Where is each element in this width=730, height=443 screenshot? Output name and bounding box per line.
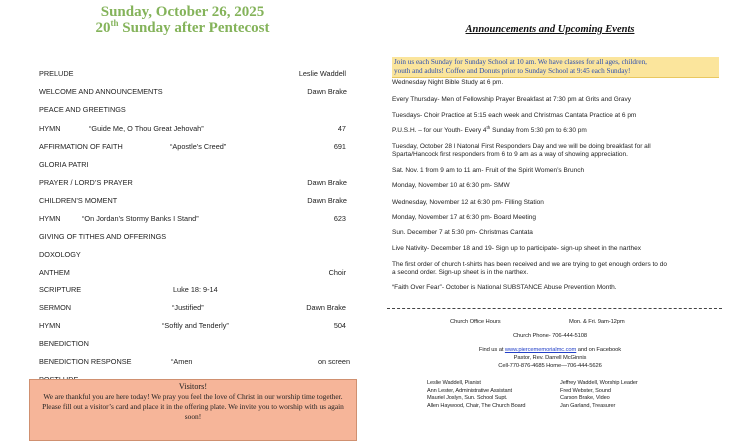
order-item-name: GIVING OF TITHES AND OFFERINGS — [39, 232, 167, 241]
order-item-number: 504 — [333, 321, 346, 330]
church-phone: Church Phone- 706-444-5108 — [512, 333, 588, 339]
order-item-title: “Amen — [171, 357, 193, 366]
order-item-title: “Apostle’s Creed” — [170, 142, 227, 151]
sunday-school-highlight — [392, 57, 719, 78]
announcement-item: Wednesday Night Bible Study at 6 pm. — [392, 79, 504, 86]
staff-member: Leslie Waddell, Pianist — [427, 380, 481, 386]
order-item-leader: Choir — [328, 268, 346, 277]
order-item — [39, 249, 359, 261]
find-us-line — [370, 346, 730, 354]
announcement-line: a second order. Sign-up sheet is in the narthex. — [392, 269, 529, 277]
announcement-item: Monday, November 17 at 6:30 pm- Board Meeting — [392, 214, 537, 221]
staff-list-left — [427, 380, 525, 410]
announcement-item: “Faith Over Fear”- October is National SUBSTANCE Abuse Prevention Month. — [392, 284, 617, 291]
order-item — [39, 267, 359, 279]
visitors-title: Visitors! — [178, 382, 208, 391]
staff-member: Allen Haywood, Chair, The Church Board — [427, 402, 526, 409]
staff-member: Jeffrey Waddell, Worship Leader — [560, 380, 638, 386]
visitors-text-line: Please fill out a visitor’s card and place it in the offering plate. We invite you to worship with us again — [42, 402, 344, 411]
order-item-name: HYMN — [39, 214, 61, 223]
order-item — [39, 68, 359, 80]
pastor-line: Pastor, Rev. Darrell McGinnis — [513, 355, 587, 361]
announcement-text: P.U.S.H. – for our Youth- Every 4 — [392, 127, 487, 134]
announcement-line: The first order of church t-shirts has been received and we are trying to get enough orders to do — [392, 261, 667, 268]
liturgical-sunday-title: Sunday after Pentecost — [118, 20, 270, 36]
order-item — [39, 284, 359, 296]
visitors-text-line: We are thankful you are here today! We pray you feel the love of Christ in our worship time together. — [43, 392, 343, 401]
find-us-suffix: and on Facebook — [576, 347, 622, 353]
order-item-leader: Dawn Brake — [307, 196, 347, 205]
order-item — [39, 177, 359, 189]
order-item-name: WELCOME AND ANNOUNCEMENTS — [39, 87, 163, 96]
announcement-item: Tuesdays- Choir Practice at 5:15 each week and Christmas Cantata Practice at 6 pm — [392, 112, 637, 119]
staff-member: Mauriel Joslyn, Sun. School Supt. — [427, 395, 508, 401]
announcement-item: Wednesday, November 12 at 6:30 pm- Filling Station — [392, 199, 544, 206]
liturgical-sunday — [0, 20, 365, 36]
order-item-number: 623 — [333, 214, 346, 223]
pastor-phones: Cell-770-876-4685 Home—706-444-5626 — [498, 363, 602, 369]
announcement-line: Sparta/Hancock first responders from 6 to 9 am as a way of showing appreciation. — [392, 151, 628, 159]
order-item-name: PRELUDE — [39, 69, 74, 78]
visitors-box — [29, 379, 357, 441]
announcements-panel — [370, 0, 730, 443]
order-item — [39, 356, 359, 368]
find-us-prefix: Find us at — [478, 347, 505, 353]
order-item-title: Luke 18: 9-14 — [173, 285, 218, 294]
order-item — [39, 104, 359, 116]
order-item — [39, 302, 359, 314]
announcement-line: Tuesday, October 28 l Natonal First Responders Day and we will be doing breakfast for all — [392, 143, 651, 150]
order-item-leader: Leslie Waddell — [298, 69, 346, 78]
highlight-line: Join us each Sunday for Sunday School at 10 am. We have classes for all ages, children, — [394, 58, 647, 66]
order-item — [39, 195, 359, 207]
order-item-title: “Softly and Tenderly” — [162, 321, 229, 330]
order-item-leader: Dawn Brake — [306, 303, 346, 312]
office-hours-label: Church Office Hours — [450, 319, 501, 325]
announcement-superscript: th — [486, 124, 491, 130]
order-item-title: “Guide Me, O Thou Great Jehovah” — [89, 124, 204, 133]
order-item-name: BENEDICTION RESPONSE — [39, 357, 132, 366]
announcement-item — [392, 143, 722, 160]
order-item — [39, 159, 359, 171]
order-item-name: DOXOLOGY — [39, 250, 81, 259]
staff-member: Fred Webster, Sound — [560, 387, 611, 394]
order-item-title: “Justified” — [172, 303, 204, 312]
order-item-number: 47 — [337, 124, 346, 133]
order-item-name: GLORIA PATRI — [39, 160, 89, 169]
order-item-name: HYMN — [39, 321, 61, 330]
visitors-text-line: soon! — [184, 412, 202, 421]
order-item — [39, 86, 359, 98]
staff-member: Carson Brake, Video — [560, 395, 610, 401]
announcement-item: Sat. Nov. 1 from 9 am to 11 am- Fruit of the Spirit Women’s Brunch — [392, 167, 585, 174]
order-item-name: SCRIPTURE — [39, 285, 82, 294]
order-item-name: SERMON — [39, 303, 72, 312]
order-item-leader: on screen — [317, 357, 350, 366]
staff-member: Jan Garland, Treasurer — [560, 402, 616, 409]
announcement-item — [392, 124, 722, 135]
order-item-name: ANTHEM — [39, 268, 70, 277]
order-item-name: BENEDICTION — [39, 339, 89, 348]
website-link[interactable]: www.piercememorialmc.com — [504, 347, 577, 353]
announcement-text: Sunday from 5:30 pm to 6:30 pm — [490, 127, 587, 134]
announcement-item: Sun. December 7 at 5:30 pm- Christmas Cantata — [392, 229, 533, 236]
announcement-item: Monday, November 10 at 6:30 pm- SMW — [392, 182, 510, 189]
liturgical-sunday-number: 20 — [95, 20, 111, 36]
highlight-line: youth and adults! Coffee and Donuts prior to Sunday School at 9:45 each Sunday! — [394, 66, 631, 75]
order-item-name: HYMN — [39, 124, 61, 133]
order-item-title: “On Jordan’s Stormy Banks I Stand” — [82, 214, 199, 223]
liturgical-sunday-suffix: th — [110, 18, 119, 28]
section-divider — [387, 308, 722, 309]
announcement-item — [392, 261, 722, 278]
staff-list-right — [560, 380, 638, 410]
staff-member: Ann Lester, Administrative Assistant — [427, 387, 513, 394]
bulletin-date: Sunday, October 26, 2025 — [100, 4, 265, 20]
announcements-title: Announcements and Upcoming Events — [465, 24, 635, 35]
order-item — [39, 338, 359, 350]
order-item — [39, 141, 359, 153]
order-item — [39, 320, 359, 332]
order-item-leader: Dawn Brake — [307, 87, 347, 96]
order-item-name: PEACE AND GREETINGS — [39, 105, 126, 114]
announcement-item: Live Nativity- December 18 and 19- Sign up to participate- sign-up sheet in the narthex — [392, 245, 641, 252]
order-item — [39, 123, 359, 135]
announcement-item: Every Thursday- Men of Fellowship Prayer Breakfast at 7:30 pm at Grits and Gravy — [392, 96, 632, 103]
order-item-name: CHILDREN’S MOMENT — [39, 196, 118, 205]
order-item — [39, 231, 359, 243]
office-hours: Mon. & Fri. 9am-12pm — [569, 319, 625, 325]
order-item-name: PRAYER / LORD’S PRAYER — [39, 178, 133, 187]
order-item-name: AFFIRMATION OF FAITH — [39, 142, 123, 151]
order-item-number: 691 — [333, 142, 346, 151]
order-item — [39, 213, 359, 225]
order-item-leader: Dawn Brake — [307, 178, 347, 187]
